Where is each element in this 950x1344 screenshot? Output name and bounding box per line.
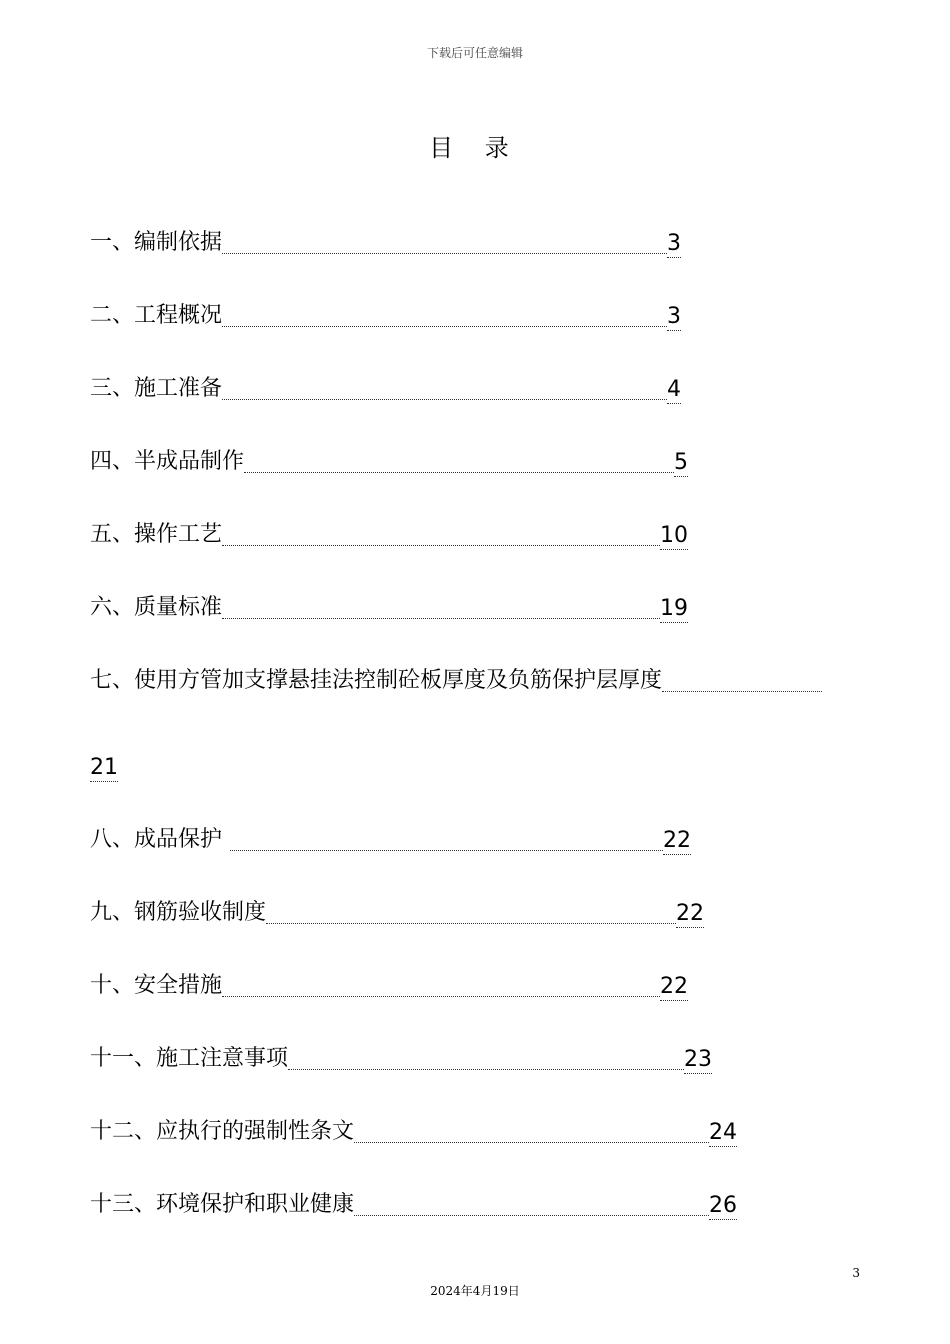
toc-leader [266, 909, 676, 924]
toc-entry[interactable] [90, 374, 681, 404]
toc-entry[interactable] [90, 520, 688, 550]
toc-entry[interactable] [90, 301, 681, 331]
toc-entry[interactable] [90, 666, 822, 696]
toc-entry[interactable] [90, 447, 688, 477]
toc-label: 五、操作工艺 [90, 522, 223, 547]
toc-leader [222, 312, 667, 327]
toc-leader [662, 677, 822, 692]
toc-label: 十、安全措施 [90, 973, 223, 998]
toc-page: 23 [684, 1047, 713, 1072]
toc-leader [222, 239, 667, 254]
toc-label: 六、质量标准 [90, 595, 223, 620]
toc-entry[interactable] [90, 1044, 712, 1074]
toc-leader [354, 1128, 709, 1143]
toc-page: 26 [709, 1193, 738, 1218]
toc-page: 22 [660, 974, 689, 999]
toc-label: 三、施工准备 [90, 376, 223, 401]
toc-label: 十一、施工注意事项 [90, 1046, 289, 1071]
toc-page: 3 [667, 304, 682, 329]
toc-page: 5 [674, 450, 689, 475]
toc-entry[interactable] [90, 593, 688, 623]
toc-page: 4 [667, 377, 682, 402]
toc-leader [354, 1201, 709, 1216]
toc-leader [222, 385, 667, 400]
toc-page: 21 [90, 755, 118, 780]
toc-page: 3 [667, 231, 682, 256]
toc-entry[interactable] [90, 1190, 737, 1220]
toc-entry[interactable] [90, 228, 681, 258]
toc-entry[interactable] [90, 898, 704, 928]
toc-page: 24 [709, 1120, 738, 1145]
toc-page: 22 [663, 828, 692, 853]
toc-entry[interactable] [90, 825, 691, 855]
toc-leader [222, 531, 660, 546]
toc-entry[interactable] [90, 1117, 737, 1147]
toc-label: 十三、环境保护和职业健康 [90, 1192, 355, 1217]
toc-label: 九、钢筋验收制度 [90, 900, 267, 925]
toc-label: 四、半成品制作 [90, 449, 245, 474]
toc-entry[interactable] [90, 971, 688, 1001]
toc-label: 十二、应执行的强制性条文 [90, 1119, 355, 1144]
toc-label: 二、工程概况 [90, 303, 223, 328]
toc-label: 七、使用方管加支撑悬挂法控制砼板厚度及负筋保护层厚度 [90, 668, 663, 693]
toc-label: 一、编制依据 [90, 230, 223, 255]
toc-leader [244, 458, 674, 473]
toc-entry-continued[interactable] [90, 752, 118, 782]
toc-leader [288, 1055, 684, 1070]
page-number: 3 [852, 1266, 860, 1280]
footer-date: 2024年4月19日 [430, 1284, 520, 1298]
page-header: 下载后可任意编辑 [426, 46, 523, 60]
toc-title: 目 录 [429, 134, 521, 162]
toc-page: 19 [660, 596, 689, 621]
toc-label: 八、成品保护 [90, 827, 223, 852]
toc-leader [230, 836, 663, 851]
toc-page: 10 [660, 523, 689, 548]
toc-leader [222, 982, 660, 997]
toc-leader [222, 604, 660, 619]
toc-page: 22 [676, 901, 705, 926]
